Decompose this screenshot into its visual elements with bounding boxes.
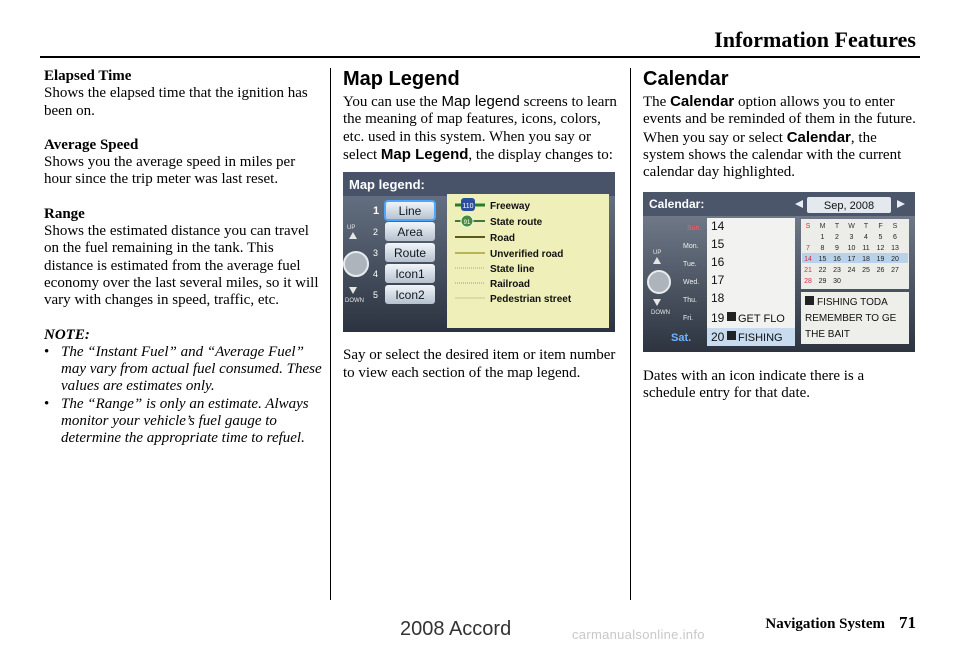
column-trip-info [44, 68, 322, 448]
map-legend-after-text: Say or select the desired item or item number to view each section of the map legend. [343, 347, 616, 381]
calendar-day-cell[interactable]: 10 [847, 245, 856, 253]
elapsed-time-heading: Elapsed Time [44, 68, 132, 84]
calendar-day-cell[interactable]: 5 [878, 234, 883, 242]
calendar-day-cell[interactable]: 30 [833, 278, 841, 286]
month-grid [801, 219, 909, 289]
weekday-header: T [834, 223, 840, 231]
knob-up-label: UP [653, 250, 662, 257]
area-button-label: Area [397, 225, 423, 240]
calendar-day-cell[interactable]: 17 [847, 256, 856, 264]
calendar-day-cell[interactable]: 7 [806, 245, 810, 253]
calendar-day-cell[interactable]: 22 [818, 267, 827, 275]
footer-label: Navigation System [765, 616, 885, 632]
date-row[interactable]: 15 [711, 237, 725, 252]
date-row[interactable]: 17 [711, 273, 725, 288]
note-item: • The “Instant Fuel” and “Average Fuel” may vary from actual fuel consumed. These values are estimates only. [44, 344, 322, 396]
map-legend-screen [343, 172, 618, 337]
legend-road: Road [490, 233, 515, 245]
item-number: 2 [373, 227, 379, 238]
legend-state-line: State line [490, 264, 535, 276]
calendar-day-cell[interactable]: 16 [833, 256, 841, 264]
screen-title: Calendar: [649, 197, 705, 212]
control-knob-icon[interactable] [344, 252, 368, 276]
date-entry-text: FISHING [738, 332, 783, 345]
date-row[interactable]: 18 [711, 291, 725, 306]
calendar-day-cell[interactable]: 9 [835, 245, 839, 253]
note-line: THE BAIT [805, 329, 851, 341]
calendar-day-cell[interactable]: 15 [818, 256, 827, 264]
calendar-day-cell[interactable]: 13 [891, 245, 899, 253]
weekday-header: S [892, 223, 898, 231]
calendar-screen [643, 192, 918, 357]
note-item: • The “Range” is only an estimate. Always monitor your vehicle’s fuel gauge to determine the appropriate time to refuel. [44, 396, 322, 448]
note-block [44, 327, 322, 448]
watermark-site: carmanualsonline.info [572, 627, 705, 642]
legend-state-route: State route [490, 217, 543, 229]
calendar-day-cell[interactable]: 29 [818, 278, 827, 286]
control-knob-icon[interactable] [648, 271, 670, 293]
calendar-day-cell[interactable]: 14 [804, 256, 812, 264]
legend-pedestrian-street: Pedestrian street [490, 294, 572, 306]
legend-freeway: Freeway [490, 201, 531, 213]
day-label-sat: Sat. [671, 332, 692, 345]
page-footer [765, 613, 916, 633]
calendar-day-cell[interactable]: 28 [804, 278, 812, 286]
note-line: REMEMBER TO GE [805, 313, 897, 325]
column-divider [630, 68, 631, 600]
date-row[interactable]: 20 [711, 330, 725, 345]
day-label: Wed. [683, 279, 700, 287]
item-number: 4 [373, 269, 379, 280]
weekday-header: M [819, 223, 826, 231]
shield-number: 110 [462, 203, 474, 211]
weekday-header: T [863, 223, 869, 231]
day-label: Fri. [683, 315, 694, 323]
calendar-day-cell[interactable]: 2 [835, 234, 839, 242]
calendar-heading: Calendar [643, 68, 729, 90]
calendar-day-cell[interactable]: 12 [876, 245, 885, 253]
knob-down-label: DOWN [345, 298, 364, 305]
note-line: FISHING TODA [817, 297, 888, 309]
knob-down-label: DOWN [651, 310, 670, 317]
map-legend-heading: Map Legend [343, 68, 460, 90]
item-number: 5 [373, 290, 379, 301]
date-row[interactable]: 16 [711, 255, 725, 270]
day-label: Tue. [683, 261, 697, 269]
day-label-sun: Sun. [687, 225, 702, 233]
calendar-day-cell[interactable]: 23 [833, 267, 841, 275]
knob-up-label: UP [347, 225, 356, 232]
calendar-day-cell[interactable]: 8 [820, 245, 825, 253]
day-label: Thu. [683, 297, 698, 305]
weekday-header: S [805, 223, 811, 231]
page-header-title: Information Features [714, 27, 916, 52]
elapsed-time-text: Shows the elapsed time that the ignition has been on. [44, 85, 308, 119]
watermark-model: 2008 Accord [400, 618, 512, 640]
header-rule [40, 56, 920, 58]
calendar-day-cell[interactable]: 3 [849, 234, 854, 242]
column-calendar [643, 68, 918, 402]
calendar-day-cell[interactable]: 25 [862, 267, 870, 275]
calendar-after-text: Dates with an icon indicate there is a schedule entry for that date. [643, 367, 865, 402]
range-heading: Range [44, 205, 85, 222]
schedule-entry-icon [805, 296, 814, 305]
icon1-button-label: Icon1 [395, 267, 425, 282]
legend-unverified-road: Unverified road [490, 249, 564, 261]
calendar-day-cell[interactable]: 4 [864, 234, 868, 242]
calendar-day-cell[interactable]: 19 [876, 256, 885, 264]
calendar-intro: The Calendar option allows you to enter events and be reminded of them in the future. When you say or select Calendar, the system shows the calendar with the current calendar day highlighted. [643, 93, 916, 181]
date-row[interactable]: 14 [711, 219, 725, 234]
average-speed-heading: Average Speed [44, 136, 139, 153]
icon2-button-label: Icon2 [395, 288, 425, 303]
page-number: 71 [899, 613, 916, 632]
shield-number: 91 [463, 220, 471, 227]
date-row[interactable]: 19 [711, 311, 725, 326]
calendar-day-cell[interactable]: 11 [862, 245, 870, 253]
calendar-day-cell[interactable]: 24 [847, 267, 856, 275]
screen-title: Map legend: [349, 177, 425, 193]
weekday-header: W [848, 223, 855, 231]
legend-railroad: Railroad [490, 279, 531, 291]
note-label: NOTE: [44, 326, 90, 343]
column-map-legend [343, 68, 618, 382]
calendar-day-cell[interactable]: 20 [891, 256, 899, 264]
schedule-entry-icon [727, 331, 736, 340]
map-legend-intro: You can use the Map legend screens to learn the meaning of map features, icons, colors, etc. used in this system. When you say or select Map Legend, the display changes to: [343, 93, 617, 163]
day-label: Mon. [683, 243, 699, 251]
weekday-header: F [878, 223, 883, 231]
calendar-day-cell[interactable]: 1 [820, 234, 825, 242]
calendar-day-cell[interactable]: 27 [891, 267, 899, 275]
calendar-day-cell[interactable]: 18 [862, 256, 870, 264]
calendar-day-cell[interactable]: 6 [893, 234, 897, 242]
average-speed-text: Shows you the average speed in miles per hour since the trip meter was last reset. [44, 154, 296, 188]
calendar-day-cell[interactable]: 26 [876, 267, 885, 275]
route-button-label: Route [393, 246, 427, 261]
schedule-entry-icon [727, 312, 736, 321]
calendar-day-cell[interactable]: 21 [804, 267, 812, 275]
range-text: Shows the estimated distance you can travel on the fuel remaining in the tank. This distance is estimated from the average fuel economy over the last several miles, so it will vary with changes in speed, traffic, etc. [44, 223, 319, 309]
line-button-label: Line [398, 204, 422, 219]
item-number: 3 [373, 248, 379, 259]
date-entry-text: GET FLO [738, 313, 785, 326]
month-label: Sep, 2008 [823, 200, 875, 213]
column-divider [330, 68, 331, 600]
item-number: 1 [373, 205, 380, 218]
